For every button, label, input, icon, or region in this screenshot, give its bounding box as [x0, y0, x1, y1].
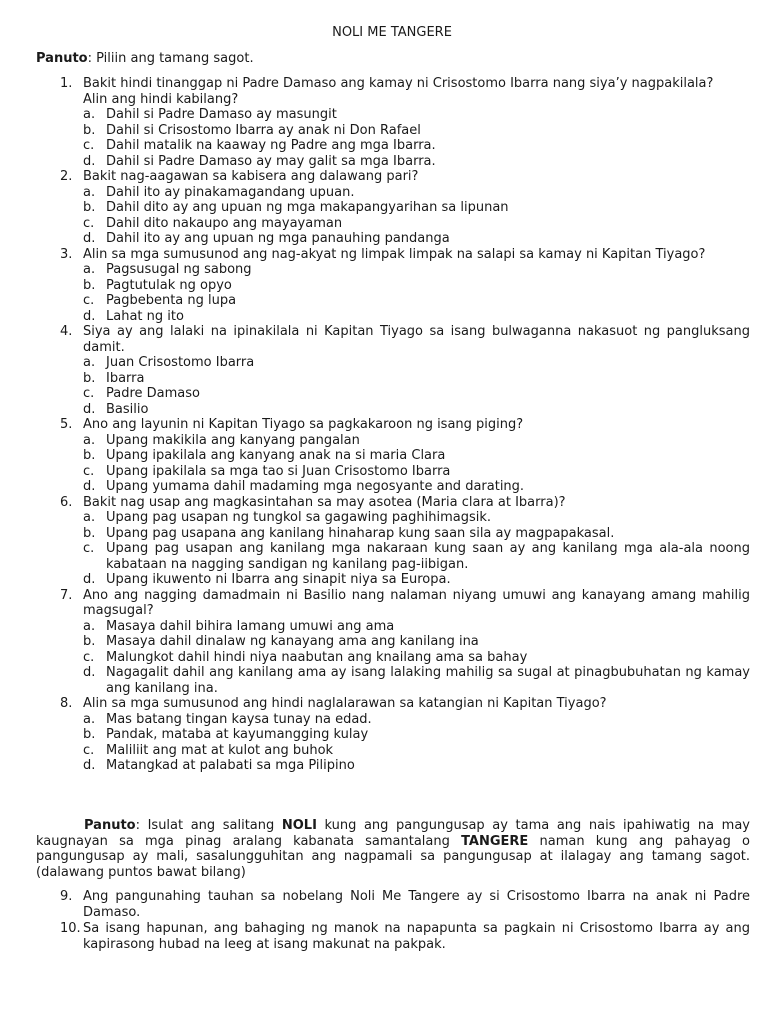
question-item [38, 696, 750, 774]
choice-text: Ibarra [106, 370, 145, 386]
question-text: Bakit nag usap ang magkasintahan sa may asotea (Maria clara at Ibarra)? [83, 494, 566, 510]
choice-letter: d. [83, 401, 96, 417]
question-subtext: Alin ang hindi kabilang? [83, 91, 239, 107]
choice-text: Dahil si Padre Damaso ay may galit sa mga Ibarra. [106, 153, 436, 169]
true-false-section [38, 889, 750, 953]
answer-choice [83, 619, 750, 635]
choice-text: Maliliit ang mat at kulot ang buhok [106, 742, 334, 758]
instruction-2-noli: NOLI [281, 818, 317, 833]
answer-choice [83, 712, 750, 728]
choice-letter: a. [83, 262, 96, 277]
choice-letter: c. [83, 215, 95, 231]
instruction-2 [36, 818, 750, 880]
question-number: 2. [60, 169, 73, 184]
question-text: Ano ang nagging damadmain ni Basilio nang nalaman niyang umuwi ang kanayang amang mahilig magsugal? [83, 587, 750, 618]
answer-choice [83, 433, 750, 449]
choice-letter: b. [83, 525, 96, 541]
answer-choice [83, 448, 750, 464]
choice-text: Mas batang tingan kaysa tunay na edad. [106, 711, 372, 727]
choice-text: Nagagalit dahil ang kanilang ama ay isang lalaking mahilig sa sugal at pinagbubuhatan ng kamay ang kanilang ina. [106, 665, 750, 696]
question-text: Ano ang layunin ni Kapitan Tiyago sa pagkakaroon ng isang piging? [83, 417, 524, 432]
choice-text: Upang yumama dahil madaming mga negosyante and darating. [106, 479, 525, 494]
choice-text: Padre Damaso [106, 386, 200, 401]
choice-letter: b. [83, 727, 96, 742]
choice-text: Pagsusugal ng sabong [106, 262, 252, 277]
question-number: 4. [60, 324, 73, 339]
answer-choice [83, 371, 750, 387]
instruction-2-part2: kung ang pangungusap ay tama ang nais ipahiwatig na may kaugnayan sa mga pinag aralang kabanata samantalang [36, 818, 751, 849]
answer-choice [83, 123, 750, 139]
choice-letter: c. [83, 293, 95, 308]
choice-text: Malungkot dahil hindi niya naabutan ang knailang ama sa bahay [106, 649, 528, 665]
answer-choice [83, 200, 750, 216]
answer-choice [83, 138, 750, 154]
statement-item [38, 889, 750, 920]
question-item [38, 417, 750, 495]
answer-choice [83, 541, 750, 572]
answer-choice [83, 634, 750, 650]
choice-letter: d. [83, 758, 96, 773]
choice-text: Basilio [106, 401, 149, 417]
question-number: 8. [60, 696, 73, 711]
choice-text: Upang ipakilala sa mga tao si Juan Crisostomo Ibarra [106, 463, 451, 479]
choice-text: Dahil ito ay pinakamagandang upuan. [106, 184, 355, 200]
instruction-2-part3: naman kung ang pahayag o pangungusap ay mali, sasalungguhitan ang nagpamali sa pangungusap at ilalagay ang tamang sagot. (dalawang puntos bawat bilang) [36, 833, 750, 880]
question-item [38, 247, 750, 325]
choice-text: Juan Crisostomo Ibarra [106, 355, 255, 370]
answer-choice [83, 479, 750, 495]
question-text: Bakit nag-aagawan sa kabisera ang dalawang pari? [83, 169, 419, 184]
choice-letter: c. [83, 386, 95, 401]
choice-text: Masaya dahil dinalaw ng kanayang ama ang kanilang ina [106, 634, 479, 649]
question-text: Alin sa mga sumusunod ang hindi naglalarawan sa katangian ni Kapitan Tiyago? [83, 696, 607, 711]
question-item [38, 324, 750, 417]
choice-letter: d. [83, 231, 96, 246]
choice-letter: a. [83, 711, 96, 727]
choice-letter: c. [83, 742, 95, 758]
answer-choice [83, 309, 750, 325]
answer-choice [83, 526, 750, 542]
answer-choice [83, 293, 750, 309]
choice-text: Pandak, mataba at kayumangging kulay [106, 727, 369, 742]
question-number: 3. [60, 246, 73, 262]
choice-text: Matangkad at palabati sa mga Pilipino [106, 758, 355, 773]
answer-choice [83, 743, 750, 759]
choice-text: Dahil matalik na kaaway ng Padre ang mga Ibarra. [106, 138, 436, 153]
answer-choice [83, 758, 750, 774]
statement-number: 10. [60, 921, 81, 936]
choice-text: Masaya dahil bihira lamang umuwi ang ama [106, 618, 395, 634]
choice-letter: a. [83, 184, 96, 200]
answer-choice [83, 262, 750, 278]
choice-text: Dahil dito ay ang upuan ng mga makapangyarihan sa lipunan [106, 200, 509, 215]
answer-choice [83, 572, 750, 588]
answer-choice [83, 650, 750, 666]
choice-text: Lahat ng ito [106, 308, 184, 324]
multiple-choice-section [38, 76, 750, 774]
choice-text: Pagtutulak ng opyo [106, 277, 232, 293]
choice-text: Upang ipakilala ang kanyang anak na si maria Clara [106, 448, 446, 463]
answer-choice [83, 154, 750, 170]
choice-text: Upang makikila ang kanyang pangalan [106, 432, 360, 448]
choice-letter: b. [83, 448, 96, 463]
choice-letter: b. [83, 122, 96, 138]
choice-letter: d. [83, 572, 96, 587]
choice-letter: d. [83, 153, 96, 169]
choice-letter: c. [83, 138, 95, 153]
choice-letter: d. [83, 479, 96, 494]
question-number: 1. [60, 76, 73, 91]
answer-choice [83, 402, 750, 418]
choice-letter: b. [83, 277, 96, 293]
answer-choice [83, 355, 750, 371]
answer-choice [83, 231, 750, 247]
question-item [38, 76, 750, 169]
document-title: NOLI ME TANGERE [332, 25, 452, 40]
choice-letter: a. [83, 510, 96, 525]
instruction-2-part1: : Isulat ang salitang [135, 818, 282, 833]
choice-letter: c. [83, 541, 95, 556]
statement-text: Sa isang hapunan, ang bahaging ng manok na napapunta sa pagkain ni Crisostomo Ibarra ay ang kapirasong hubad na leeg at isang makunat na pakpak. [83, 921, 750, 952]
instruction-1 [36, 51, 254, 67]
choice-text: Pagbebenta ng lupa [106, 293, 237, 308]
choice-letter: b. [83, 634, 96, 649]
answer-choice [83, 386, 750, 402]
choice-letter: d. [83, 665, 96, 680]
question-number: 5. [60, 417, 73, 432]
answer-choice [83, 107, 750, 123]
choice-text: Dahil si Padre Damaso ay masungit [106, 107, 337, 122]
choice-letter: a. [83, 618, 96, 634]
choice-text: Dahil ito ay ang upuan ng mga panauhing pandanga [106, 231, 450, 246]
question-text: Alin sa mga sumusunod ang nag-akyat ng limpak limpak na salapi sa kamay ni Kapitan Tiyago? [83, 246, 706, 262]
statement-number: 9. [60, 889, 73, 904]
choice-letter: b. [83, 200, 96, 215]
choice-text: Upang pag usapan ang kanilang mga nakaraan kung saan ay ang kanilang mga ala-ala noong kabataan na nagging sandigan ng kanilang pag-iibigan. [106, 541, 750, 572]
answer-choice [83, 464, 750, 480]
answer-choice [83, 510, 750, 526]
answer-choice [83, 185, 750, 201]
choice-letter: c. [83, 649, 95, 665]
question-text: Siya ay ang lalaki na ipinakilala ni Kapitan Tiyago sa isang bulwaganna nakasuot ng pangluksang damit. [83, 324, 750, 355]
choice-letter: a. [83, 355, 96, 370]
question-text: Bakit hindi tinanggap ni Padre Damaso ang kamay ni Crisostomo Ibarra nang siya’y nagpakilala? [83, 76, 714, 91]
answer-choice [83, 278, 750, 294]
question-item [38, 169, 750, 247]
instruction-2-tangere: TANGERE [461, 833, 529, 849]
choice-text: Upang pag usapan ng tungkol sa gagawing paghihimagsik. [106, 510, 492, 525]
answer-choice [83, 216, 750, 232]
answer-choice [83, 665, 750, 696]
choice-letter: a. [83, 107, 96, 122]
question-number: 6. [60, 494, 73, 510]
choice-letter: c. [83, 463, 95, 479]
instruction-1-label: Panuto [36, 51, 88, 66]
instruction-2-label: Panuto [84, 818, 136, 833]
statement-item [38, 921, 750, 952]
choice-text: Dahil si Crisostomo Ibarra ay anak ni Don Rafael [106, 122, 421, 138]
answer-choice [83, 727, 750, 743]
choice-letter: a. [83, 432, 96, 448]
choice-letter: b. [83, 370, 96, 386]
choice-text: Upang pag usapana ang kanilang hinaharap kung saan sila ay magpapakasal. [106, 525, 615, 541]
choice-text: Dahil dito nakaupo ang mayayaman [106, 215, 343, 231]
choice-text: Upang ikuwento ni Ibarra ang sinapit niya sa Europa. [106, 572, 451, 587]
question-number: 7. [60, 587, 73, 603]
instruction-1-text: : Piliin ang tamang sagot. [87, 51, 254, 66]
statement-text: Ang pangunahing tauhan sa nobelang Noli Me Tangere ay si Crisostomo Ibarra na anak ni Padre Damaso. [83, 889, 750, 920]
question-item [38, 588, 750, 697]
question-item [38, 495, 750, 588]
choice-letter: d. [83, 308, 96, 324]
